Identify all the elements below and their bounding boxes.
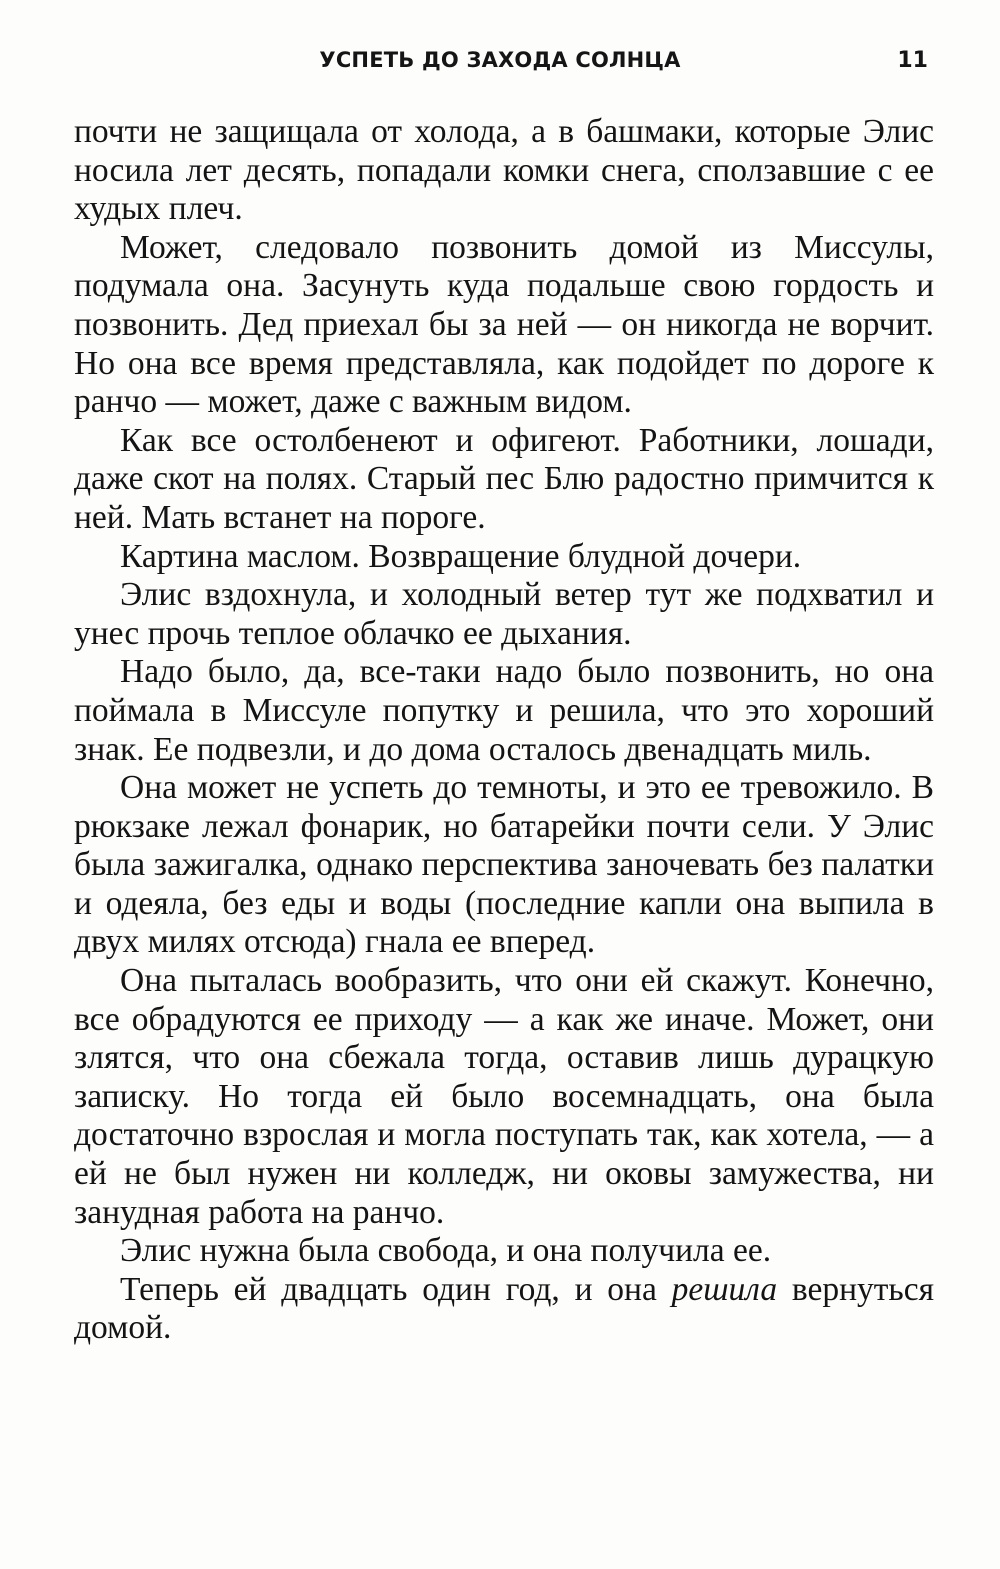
emphasis-text: решила (671, 1270, 778, 1308)
text-span: вернуться домой. (74, 1270, 934, 1347)
paragraph: Картина маслом. Возвращение блудной дочери. (120, 537, 802, 575)
paragraph: Как все остолбенеют и офигеют. Работники, лошади, даже скот на полях. Старый пес Блю радостно примчится к ней. Мать встанет на пороге. (74, 421, 934, 536)
running-head (0, 48, 1000, 82)
running-title: УСПЕТЬ ДО ЗАХОДА СОЛНЦА (319, 48, 681, 72)
paragraph: Она пыталась вообразить, что они ей скажут. Конечно, все обрадуются ее приходу — а как же иначе. Может, они злятся, что она сбежала тогда, оставив лишь дурацкую записку. Но тогда ей было восемнадцать, она была достаточно взрослая и могла поступать так, как хотела, — а ей не был нужен ни колледж, ни оковы замужества, ни занудная работа на ранчо. (74, 962, 934, 1231)
page-number: 11 (897, 48, 928, 73)
paragraph: Элис вздохнула, и холодный ветер тут же подхватил и унес прочь теплое облачко ее дыхания. (74, 576, 934, 652)
paragraph: Может, следовало позвонить домой из Миссулы, подумала она. Засунуть куда подальше свою гордость и позвонить. Дед приехал бы за ней — он никогда не ворчит. Но она все время представляла, как подойдет по дороге к ранчо — может, даже с важным видом. (74, 228, 934, 421)
paragraph-last (74, 1271, 934, 1348)
paragraph: почти не защищала от холода, а в башмаки, которые Элис носила лет десять, попадали комки снега, сползавшие с ее худых плеч. (74, 113, 934, 228)
text-span: Теперь ей двадцать один год, и она (120, 1270, 672, 1308)
paragraph: Элис нужна была свобода, и она получила ее. (120, 1232, 772, 1270)
body-text (74, 113, 934, 1348)
paragraph: Она может не успеть до темноты, и это ее тревожило. В рюкзаке лежал фонарик, но батарейки почти сели. У Элис была зажигалка, однако перспектива заночевать без палатки и одеяла, без еды и воды (последние капли она выпила в двух милях отсюда) гнала ее вперед. (74, 769, 934, 961)
paragraph: Надо было, да, все-таки надо было позвонить, но она поймала в Миссуле попутку и решила, что это хороший знак. Ее подвезли, и до дома осталось двенадцать миль. (74, 653, 934, 768)
